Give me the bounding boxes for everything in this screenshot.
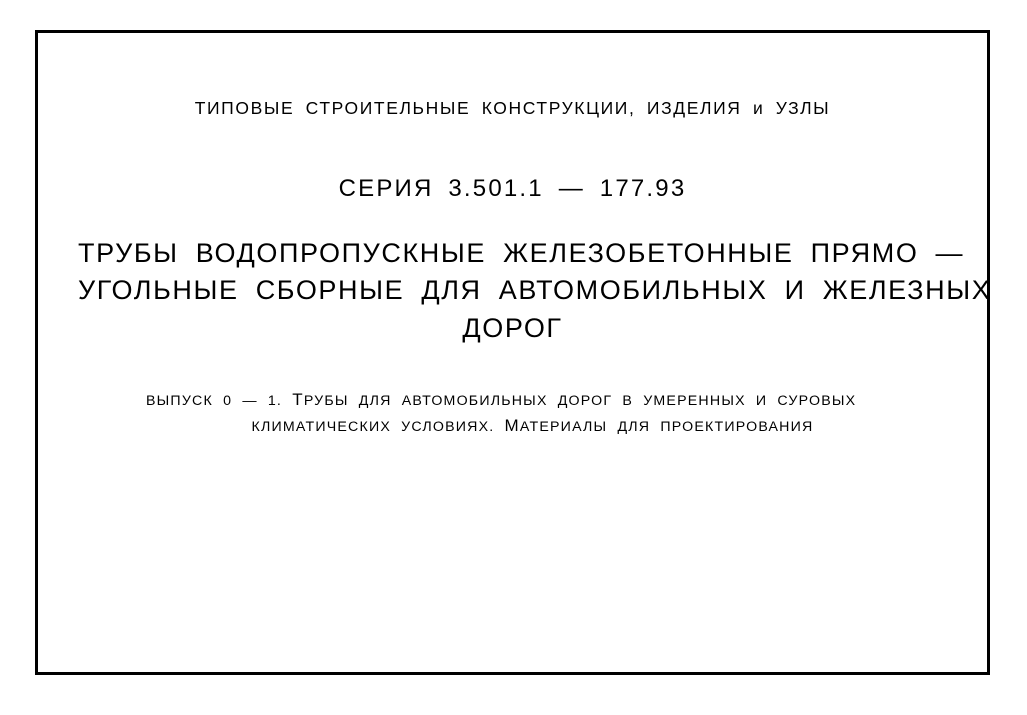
issue-line-1 [108,387,917,413]
issue-line-2-capital: М [504,416,520,436]
issue-line-2-text-b: АТЕРИАЛЫ ДЛЯ ПРОЕКТИРОВАНИЯ [519,419,814,436]
page-content [38,33,992,672]
page-border-frame [35,30,990,675]
issue-line-1-capital: Т [292,389,304,409]
issue-prefix: ВЫПУСК 0 — 1. [146,392,293,409]
issue-line-2 [108,413,917,439]
issue-line-2-text-a: КЛИМАТИЧЕСКИХ УСЛОВИЯХ. [251,419,505,436]
document-title [78,235,992,347]
document-header: ТИПОВЫЕ СТРОИТЕЛЬНЫЕ КОНСТРУКЦИИ, ИЗДЕЛИЯ и УЗЛЫ [194,98,831,118]
issue-description [78,387,947,440]
series-number: СЕРИЯ 3.501.1 — 177.93 [338,175,687,202]
title-line-1: ТРУБЫ ВОДОПРОПУСКНЫЕ ЖЕЛЕЗОБЕТОННЫЕ ПРЯМО — [78,238,965,268]
issue-line-1-text: РУБЫ ДЛЯ АВТОМОБИЛЬНЫХ ДОРОГ В УМЕРЕННЫХ И СУРОВЫХ [303,392,857,409]
title-line-3: ДОРОГ [462,312,563,343]
title-line-2: УГОЛЬНЫЕ СБОРНЫЕ ДЛЯ АВТОМОБИЛЬНЫХ И ЖЕЛЕЗНЫХ [78,275,992,306]
